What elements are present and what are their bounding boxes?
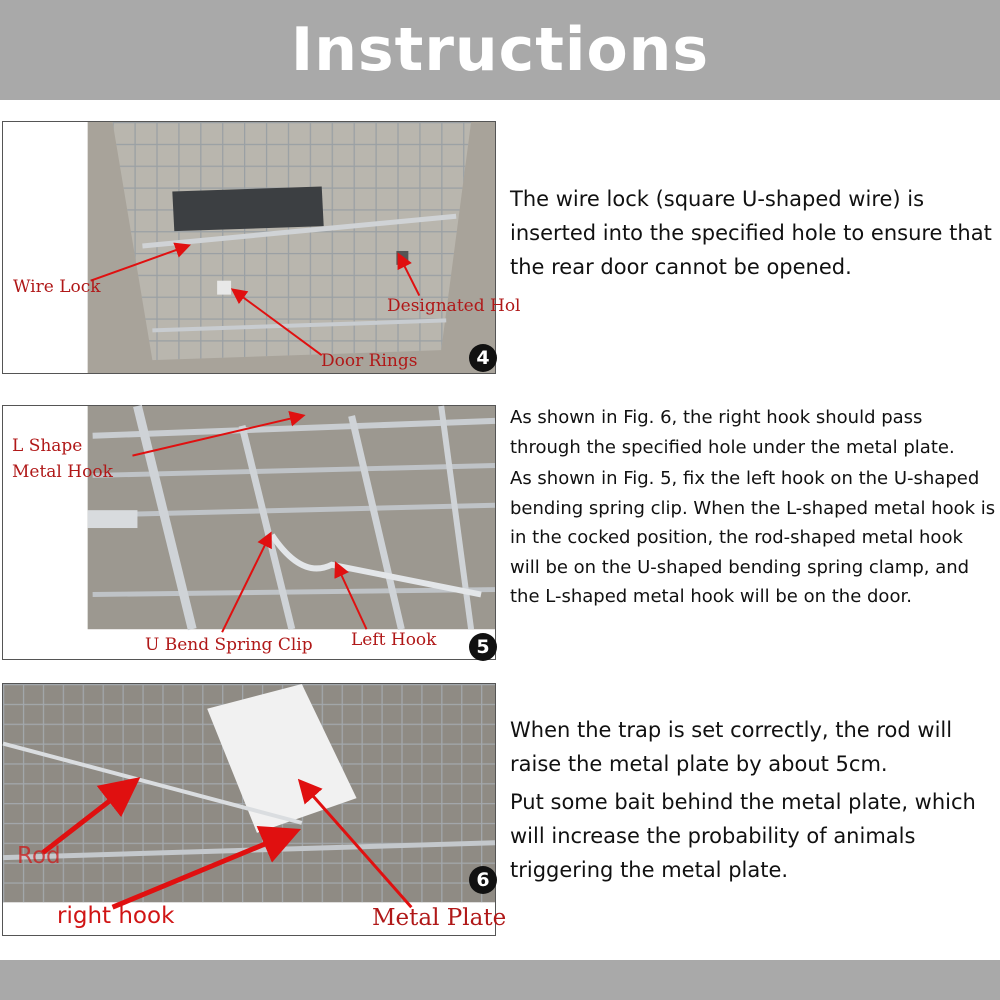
step-6-description <box>510 713 998 887</box>
step-5-badge: 5 <box>469 633 497 661</box>
callout-wire-lock: Wire Lock <box>13 277 101 297</box>
step-5-paragraph-2: As shown in Fig. 5, fix the left hook on the U-shaped bending spring clip. When the L-shaped metal hook is in the cocked position, the rod-shaped metal hook will be on the U-shaped bending spring clamp, and the L-shaped metal hook will be on the door. <box>510 468 996 607</box>
callout-l-shape-line2: Metal Hook <box>12 462 113 482</box>
step-4-description <box>510 182 998 284</box>
callout-rod: Rod <box>17 843 61 869</box>
callout-right-hook: right hook <box>57 903 175 929</box>
step-6-illustration <box>3 684 495 935</box>
step-6-photo <box>2 683 507 936</box>
step-5-description <box>510 403 998 612</box>
header-bar <box>0 0 1000 100</box>
step-5-photo <box>2 405 496 660</box>
callout-l-shape-line1: L Shape <box>12 436 83 456</box>
callout-metal-plate: Metal Plate <box>372 905 507 931</box>
step-6-paragraph-2: Put some bait behind the metal plate, which will increase the probability of animals triggering the metal plate. <box>510 790 976 882</box>
callout-u-bend-spring-clip: U Bend Spring Clip <box>145 635 313 655</box>
page-title: Instructions <box>290 15 710 85</box>
callout-designated-hole: Designated Hol <box>387 296 521 316</box>
step-5-paragraph-1: As shown in Fig. 6, the right hook should pass through the specified hole under the metal plate. <box>510 407 955 458</box>
step-4-paragraph: The wire lock (square U-shaped wire) is inserted into the specified hole to ensure that the rear door cannot be opened. <box>510 187 992 279</box>
callout-door-rings: Door Rings <box>321 351 418 371</box>
step-6-badge: 6 <box>469 866 497 894</box>
footer-bar <box>0 960 1000 1000</box>
step-4-illustration <box>3 122 495 373</box>
step-6-paragraph-1: When the trap is set correctly, the rod will raise the metal plate by about 5cm. <box>510 718 953 776</box>
step-4-photo <box>2 121 521 374</box>
callout-left-hook: Left Hook <box>351 630 437 650</box>
step-4-badge: 4 <box>469 344 497 372</box>
